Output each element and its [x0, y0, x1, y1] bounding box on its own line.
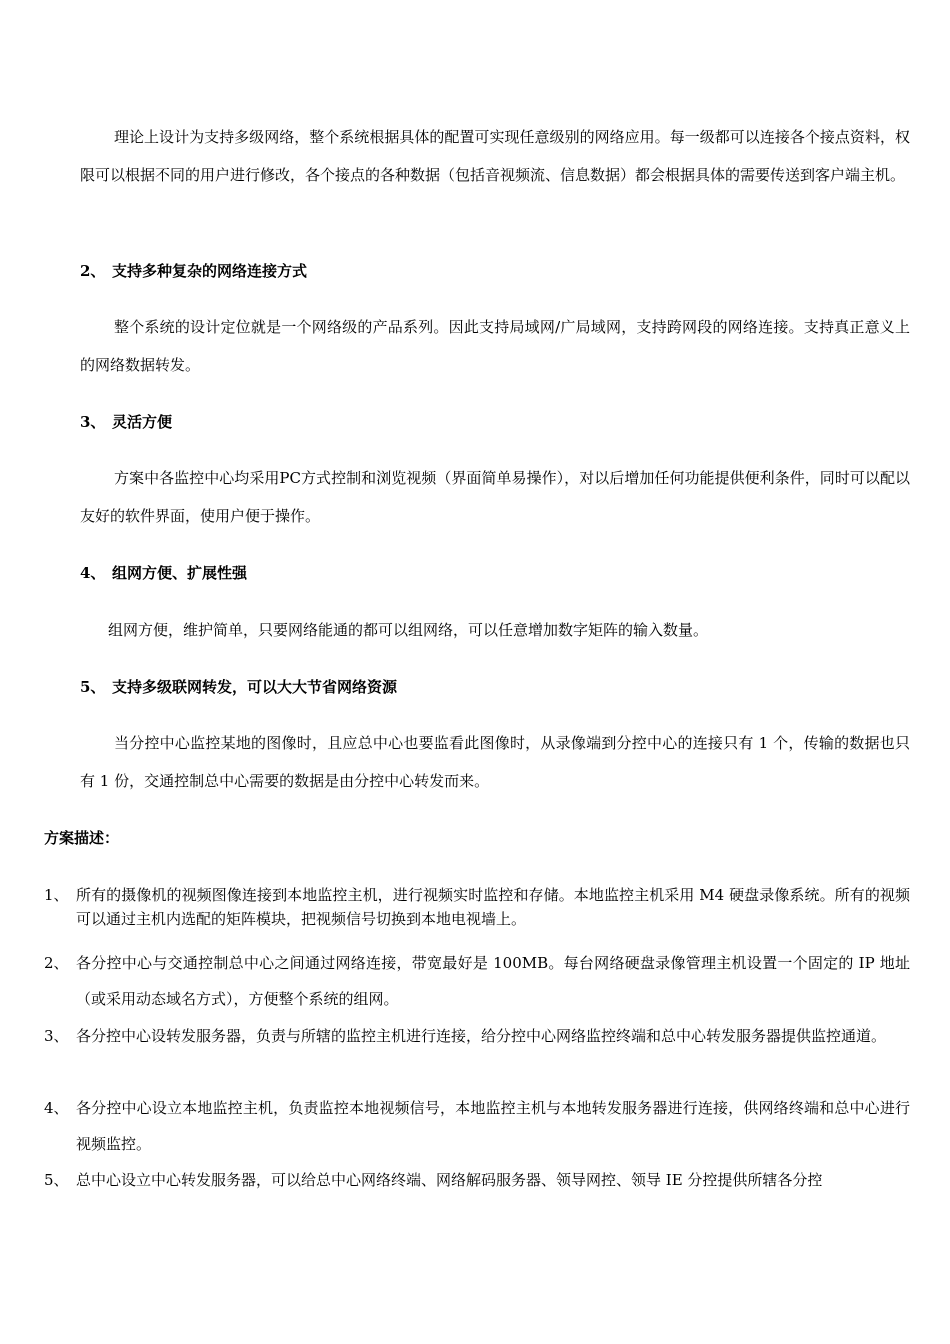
heading-3	[80, 411, 172, 432]
list-number: 3、	[44, 1027, 69, 1045]
heading-text: 组网方便、扩展性强	[112, 564, 248, 582]
heading-text: 支持多级联网转发，可以大大节省网络资源	[112, 678, 398, 696]
list-text: 总中心设立中心转发服务器，可以给总中心网络终端、网络解码服务器、领导网控、领导 IE 分控提供所辖各分控	[76, 1171, 823, 1189]
heading-number: 5、	[80, 678, 106, 696]
heading-number: 2、	[80, 262, 106, 280]
paragraph-networking: 组网方便，维护简单，只要网络能通的都可以组网络，可以任意增加数字矩阵的输入数量。	[108, 621, 709, 639]
list-number: 5、	[44, 1171, 69, 1189]
list-number: 1、	[44, 886, 69, 904]
list-text: 所有的摄像机的视频图像连接到本地监控主机，进行视频实时监控和存储。本地监控主机采用 M4 硬盘录像系统。所有的视频可以通过主机内选配的矩阵模块，把视频信号切换到本地电视墙上。	[76, 886, 910, 928]
section-title: 方案描述：	[44, 829, 120, 847]
heading-text: 灵活方便	[112, 413, 173, 431]
list-item	[44, 883, 910, 931]
list-number: 4、	[44, 1099, 69, 1117]
list-number: 2、	[44, 954, 69, 972]
heading-2	[80, 260, 307, 281]
heading-number: 3、	[80, 413, 106, 431]
list-item	[44, 1018, 910, 1054]
paragraph-multilevel-network: 理论上设计为支持多级网络，整个系统根据具体的配置可实现任意级别的网络应用。每一级都可以连接各个接点资料，权限可以根据不同的用户进行修改，各个接点的各种数据（包括音视频流、信息数据）都会根据具体的需要传送到客户端主机。	[80, 128, 910, 184]
list-text: 各分控中心与交通控制总中心之间通过网络连接，带宽最好是 100MB。每台网络硬盘录像管理主机设置一个固定的 IP 地址（或采用动态域名方式），方便整个系统的组网。	[76, 954, 910, 1008]
list-item	[44, 945, 910, 1017]
heading-number: 4、	[80, 564, 106, 582]
paragraph-network-connection: 整个系统的设计定位就是一个网络级的产品系列。因此支持局域网/广局域网，支持跨网段的网络连接。支持真正意义上的网络数据转发。	[80, 318, 910, 374]
list-item	[44, 1162, 910, 1198]
heading-text: 支持多种复杂的网络连接方式	[112, 262, 308, 280]
heading-5	[80, 676, 397, 697]
heading-4	[80, 562, 247, 583]
list-item	[44, 1090, 910, 1162]
list-text: 各分控中心设转发服务器，负责与所辖的监控主机进行连接，给分控中心网络监控终端和总中心转发服务器提供监控通道。	[76, 1027, 887, 1045]
paragraph-forwarding: 当分控中心监控某地的图像时，且应总中心也要监看此图像时，从录像端到分控中心的连接只有 1 个，传输的数据也只有 1 份，交通控制总中心需要的数据是由分控中心转发而来。	[80, 734, 910, 790]
list-text: 各分控中心设立本地监控主机，负责监控本地视频信号，本地监控主机与本地转发服务器进行连接，供网络终端和总中心进行视频监控。	[76, 1099, 910, 1153]
paragraph-flexible: 方案中各监控中心均采用PC方式控制和浏览视频（界面简单易操作），对以后增加任何功能提供便利条件，同时可以配以友好的软件界面，使用户便于操作。	[80, 469, 910, 525]
